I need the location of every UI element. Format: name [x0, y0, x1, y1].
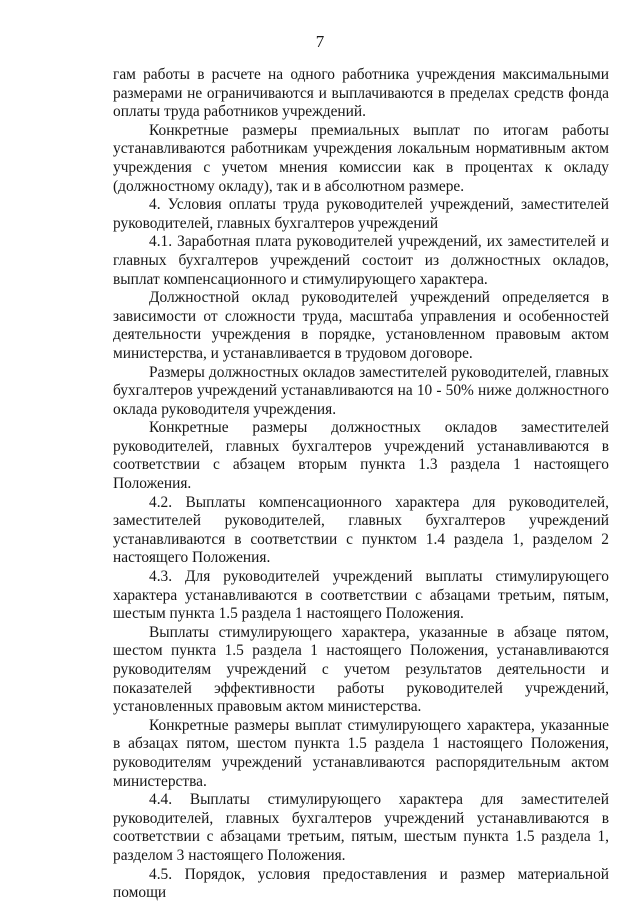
paragraph-4-2: 4.2. Выплаты компенсационного характера для руководителей, заместителей руководителей, главных бухгалтеров учреждений устанавливаются в соответствии с пунктом 1.4 раздела 1, разделом 2 настоящего Положения.	[113, 493, 609, 567]
paragraph-4-1-specific-sizes: Конкретные размеры должностных окладов заместителей руководителей, главных бухгалтеров учреждений устанавливаются в соответствии с абзацем вторым пункта 1.3 раздела 1 настоящего Положения.	[113, 419, 609, 493]
page-number: 7	[315, 32, 325, 51]
paragraph-bonus-sizes: Конкретные размеры премиальных выплат по итогам работы устанавливаются работникам учреждения локальным нормативным актом учреждения с учетом мнения комиссии как в процентах к окладу (должностному окладу), так и в абсолютном размере.	[113, 121, 609, 195]
paragraph-4-1-deputies: Размеры должностных окладов заместителей руководителей, главных бухгалтеров учреждений устанавливаются на 10 - 50% ниже должностного оклада руководителя учреждения.	[113, 363, 609, 418]
paragraph-4-1: 4.1. Заработная плата руководителей учреждений, их заместителей и главных бухгалтеров учреждений состоит из должностных окладов, выплат компенсационного и стимулирующего характера.	[113, 233, 609, 288]
paragraph-4-4: 4.4. Выплаты стимулирующего характера для заместителей руководителей, главных бухгалтеров учреждений устанавливаются в соответствии с абзацами третьим, пятым, шестым пункта 1.5 раздела 1, разделом 3 настоящего Положения.	[113, 791, 609, 864]
document-body	[113, 66, 609, 903]
paragraph-4-1-salary: Должностной оклад руководителей учреждений определяется в зависимости от сложности труда, масштаба управления и особенностей деятельности учреждения в порядке, установленном правовым актом министерства, и устанавливается в трудовом договоре.	[113, 289, 609, 362]
paragraph-4-3-incentives: Выплаты стимулирующего характера, указанные в абзаце пятом, шестом пункта 1.5 раздела 1 настоящего Положения, устанавливаются руководителям учреждений с учетом результатов деятельности и показателей эффективности работы руководителей учреждений, установленных правовым актом министерства.	[113, 623, 609, 716]
paragraph-4-3: 4.3. Для руководителей учреждений выплаты стимулирующего характера устанавливаются в соответствии с абзацами третьим, пятым, шестым пункта 1.5 раздела 1 настоящего Положения.	[113, 568, 609, 623]
paragraph-continuation: гам работы в расчете на одного работника учреждения максимальными размерами не ограничиваются и выплачиваются в пределах средств фонда оплаты труда работников учреждений.	[113, 66, 609, 121]
section-heading-4: 4. Условия оплаты труда руководителей учреждений, заместителей руководителей, главных бухгалтеров учреждений	[113, 196, 609, 232]
paragraph-4-5: 4.5. Порядок, условия предоставления и размер материальной помощи	[113, 865, 609, 902]
paragraph-4-3-specific-sizes: Конкретные размеры выплат стимулирующего характера, указанные в абзацах пятом, шестом пункта 1.5 раздела 1 настоящего Положения, руководителям учреждений устанавливаются распорядительным актом министерства.	[113, 716, 609, 790]
